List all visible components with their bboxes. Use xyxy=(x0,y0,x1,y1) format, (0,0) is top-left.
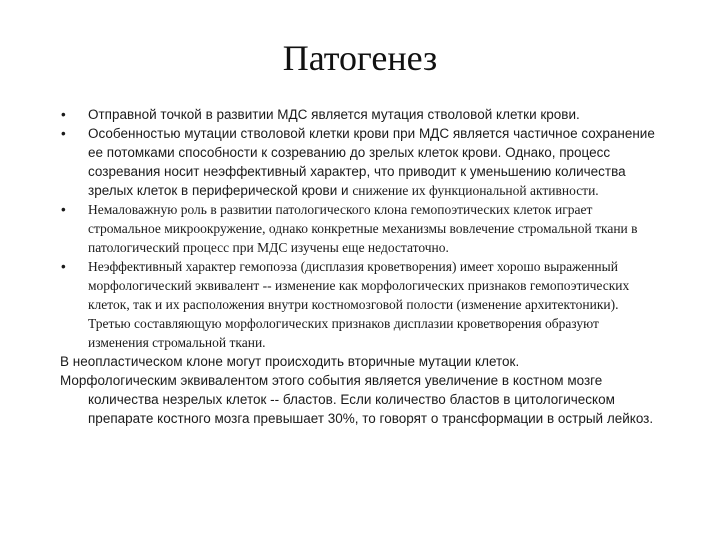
bullet-dot: • xyxy=(61,126,66,141)
slide-title: Патогенез xyxy=(282,38,438,78)
bullet-text: Неэффективный характер гемопоэза (дисплазия кроветворения) имеет хорошо выраженный морфологический эквивалент -- изменение как морфологических признаков гемопоэтических клеток, так и их расположения внутри костномозговой полости (изменение архитектоники). Третью составляющую морфологических признаков дисплазии кроветворения образуют изменения стромальной ткани. xyxy=(88,259,630,350)
bullet-item-3 xyxy=(60,200,660,257)
bullet-text-serif: снижение их функциональной активности. xyxy=(352,183,599,198)
bullet-text: Отправной точкой в развитии МДС является мутация стволовой клетки крови. xyxy=(88,107,580,122)
bullet-text: Немаловажную роль в развитии патологического клона гемопоэтических клеток играет стромальное микроокружение, однако конкретные механизмы вовлечение стромальной ткани в патологический процесс при МДС изучены еще недостаточно. xyxy=(88,202,638,255)
paragraph-blasts: Морфологическим эквивалентом этого события является увеличение в костном мозге количества незрелых клеток -- бластов. Если количество бластов в цитологическом препарате костного мозга превышает 30%, то говорят о трансформации в острый лейкоз. xyxy=(60,373,654,426)
bullet-item-2 xyxy=(60,124,660,200)
bullet-dot: • xyxy=(61,259,66,274)
bullet-text: Особенностью мутации стволовой клетки крови при МДС является частичное сохранение ее потомками способности к созреванию до зрелых клеток крови. Однако, процесс созревания носит неэффективный характер, что приводит к уменьшению количества зрелых клеток в периферической крови и xyxy=(88,126,655,198)
bullet-item-1 xyxy=(60,105,660,124)
bullet-item-4 xyxy=(60,257,660,352)
bullet-dot: • xyxy=(61,202,66,217)
slide-body xyxy=(60,105,660,428)
bullet-dot: • xyxy=(61,107,66,122)
paragraph-secondary-mutations: В неопластическом клоне могут происходить вторичные мутации клеток. xyxy=(60,354,520,369)
